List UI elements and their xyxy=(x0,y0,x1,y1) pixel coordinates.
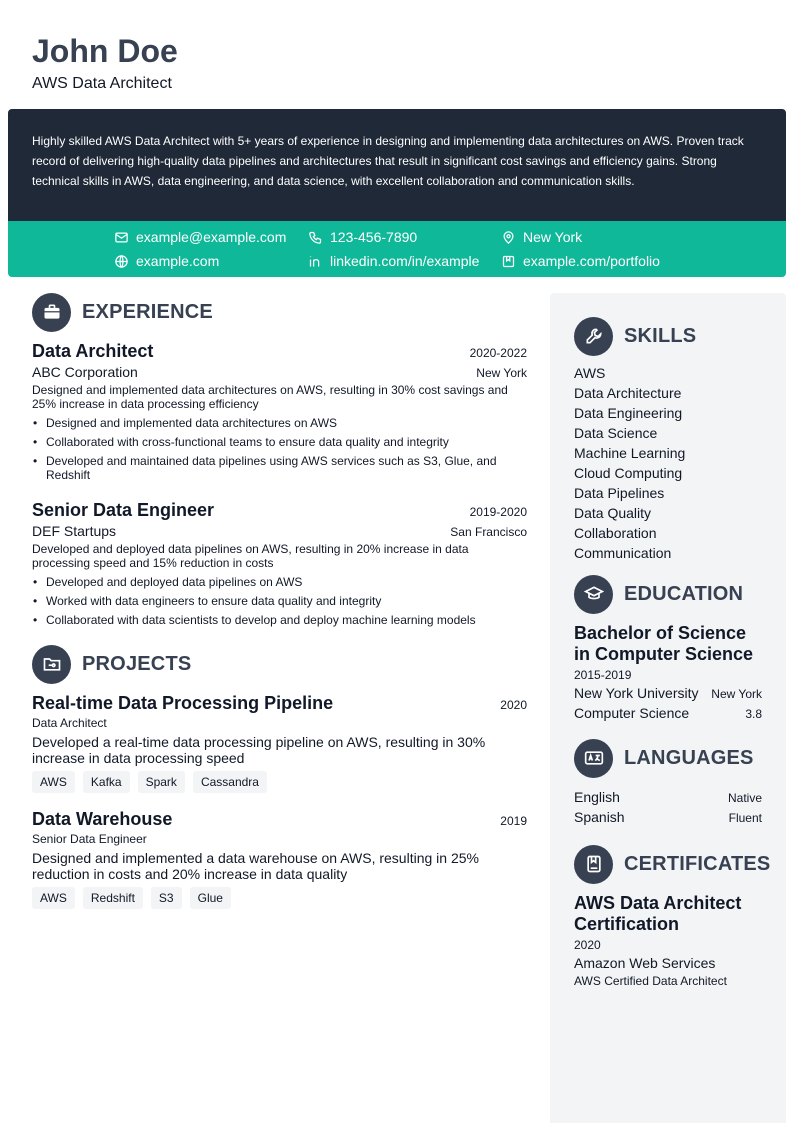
job-title: Senior Data Engineer xyxy=(32,500,215,520)
sidebar-column xyxy=(550,293,786,1123)
certificate-description: AWS Certified Data Architect xyxy=(574,974,727,988)
skills-list xyxy=(574,363,762,563)
experience-heading xyxy=(32,293,527,331)
project-tags xyxy=(32,887,527,909)
candidate-title: AWS Data Architect xyxy=(32,75,172,92)
skill-item: Data Architecture xyxy=(574,385,682,401)
bookmark-icon xyxy=(501,254,516,269)
contact-email[interactable] xyxy=(114,227,286,247)
project-description: Designed and implemented a data warehouse on AWS, resulting in 25% reduction in costs and 20% increase in data quality xyxy=(32,850,479,882)
contact-phone[interactable] xyxy=(308,227,417,247)
certificate-title: AWS Data Architect Certification xyxy=(574,893,742,934)
certificate-year: 2020 xyxy=(574,938,601,952)
project-title: Real-time Data Processing Pipeline xyxy=(32,693,334,713)
candidate-name: John Doe xyxy=(32,33,178,69)
education-degree: Bachelor of Science in Computer Science xyxy=(574,623,754,664)
languages-title: LANGUAGES xyxy=(624,746,754,769)
project-entry xyxy=(32,693,527,793)
education-heading xyxy=(574,575,762,613)
skill-item: Data Pipelines xyxy=(574,485,665,501)
job-date: 2020-2022 xyxy=(469,346,527,360)
project-role: Senior Data Engineer xyxy=(32,832,147,846)
job-company: ABC Corporation xyxy=(32,364,138,380)
contact-linkedin[interactable] xyxy=(308,251,479,271)
skill-item: Collaboration xyxy=(574,525,657,541)
tag: AWS xyxy=(32,771,75,793)
book-icon xyxy=(574,845,613,884)
contact-website-text: example.com xyxy=(136,253,220,269)
project-date: 2019 xyxy=(500,814,527,828)
translate-icon xyxy=(574,739,613,778)
certificates-heading xyxy=(574,845,771,883)
job-location: New York xyxy=(476,366,527,380)
job-description: Developed and deployed data pipelines on AWS, resulting in 20% increase in data processing speed and 15% reduction in costs xyxy=(32,542,469,570)
globe-icon xyxy=(114,254,129,269)
education-school: New York University xyxy=(574,685,699,701)
skill-item: AWS xyxy=(574,365,606,381)
language-level: Fluent xyxy=(728,811,762,825)
projects-heading xyxy=(32,645,527,683)
education-field: Computer Science xyxy=(574,705,690,721)
briefcase-icon xyxy=(32,293,71,332)
envelope-icon xyxy=(114,230,129,245)
tag: Spark xyxy=(138,771,185,793)
list-item: • Designed and implemented data architectures on AWS xyxy=(32,416,527,430)
tag: AWS xyxy=(32,887,75,909)
resume-header xyxy=(32,32,178,93)
tag: Redshift xyxy=(83,887,143,909)
skill-item: Machine Learning xyxy=(574,445,686,461)
summary-section: Highly skilled AWS Data Architect with 5+ years of experience in designing and implementing data architectures on AWS. Proven track record of delivering high-quality data pipelines and architectures that result in significant cost savings and efficiency gains. Strong technical skills in AWS, data engineering, and data science, with excellent collaboration and communication skills. xyxy=(8,109,786,221)
skill-item: Data Science xyxy=(574,425,658,441)
experience-title: EXPERIENCE xyxy=(82,300,213,323)
list-item: • Worked with data engineers to ensure data quality and integrity xyxy=(32,594,527,608)
certificate-issuer: Amazon Web Services xyxy=(574,955,716,971)
project-entry xyxy=(32,809,527,909)
languages-list xyxy=(574,787,762,827)
tag: Cassandra xyxy=(193,771,267,793)
language-name: Spanish xyxy=(574,809,625,825)
job-company: DEF Startups xyxy=(32,523,117,539)
education-years: 2015-2019 xyxy=(574,668,632,682)
skill-item: Cloud Computing xyxy=(574,465,683,481)
phone-icon xyxy=(308,230,323,245)
list-item: • Collaborated with cross-functional teams to ensure data quality and integrity xyxy=(32,435,527,449)
list-item: • Developed and deployed data pipelines on AWS xyxy=(32,575,527,589)
wrench-icon xyxy=(574,317,613,356)
list-item: • Developed and maintained data pipelines using AWS services such as S3, Glue, and Redshift xyxy=(32,454,527,482)
skills-title: SKILLS xyxy=(624,324,697,347)
folder-icon xyxy=(32,645,71,684)
skill-item: Communication xyxy=(574,545,672,561)
main-column xyxy=(32,293,527,909)
education-title: EDUCATION xyxy=(624,582,744,605)
list-item: • Collaborated with data scientists to develop and deploy machine learning models xyxy=(32,613,527,627)
job-entry xyxy=(32,500,527,627)
job-title: Data Architect xyxy=(32,341,154,361)
contact-bar xyxy=(8,221,786,277)
map-pin-icon xyxy=(501,230,516,245)
project-tags xyxy=(32,771,527,793)
job-entry xyxy=(32,341,527,482)
contact-linkedin-text: linkedin.com/in/example xyxy=(330,253,480,269)
language-name: English xyxy=(574,789,620,805)
education-location: New York xyxy=(711,687,762,701)
contact-website[interactable] xyxy=(114,251,219,271)
contact-phone-text: 123-456-7890 xyxy=(330,229,418,245)
projects-title: PROJECTS xyxy=(82,652,192,675)
contact-location-text: New York xyxy=(523,229,583,245)
tag: Glue xyxy=(190,887,231,909)
job-bullets xyxy=(32,575,527,627)
contact-email-text: example@example.com xyxy=(136,229,287,245)
project-description: Developed a real-time data processing pipeline on AWS, resulting in 30% increase in data processing speed xyxy=(32,734,486,766)
graduation-cap-icon xyxy=(574,575,613,614)
tag: S3 xyxy=(151,887,182,909)
linkedin-icon xyxy=(308,254,323,269)
project-title: Data Warehouse xyxy=(32,809,173,829)
skills-heading xyxy=(574,317,762,355)
contact-portfolio-text: example.com/portfolio xyxy=(523,253,660,269)
project-role: Data Architect xyxy=(32,716,107,730)
job-description: Designed and implemented data architectures on AWS, resulting in 30% cost savings and 25% increase in data processing efficiency xyxy=(32,383,508,411)
contact-portfolio[interactable] xyxy=(501,251,660,271)
tag: Kafka xyxy=(83,771,130,793)
contact-location xyxy=(501,227,582,247)
skill-item: Data Engineering xyxy=(574,405,683,421)
job-location: San Francisco xyxy=(450,525,527,539)
project-date: 2020 xyxy=(500,698,527,712)
languages-heading xyxy=(574,739,762,777)
skill-item: Data Quality xyxy=(574,505,652,521)
job-date: 2019-2020 xyxy=(469,505,527,519)
job-bullets xyxy=(32,416,527,482)
education-gpa: 3.8 xyxy=(745,707,762,721)
language-level: Native xyxy=(727,791,762,805)
certificates-title: CERTIFICATES xyxy=(624,852,771,875)
